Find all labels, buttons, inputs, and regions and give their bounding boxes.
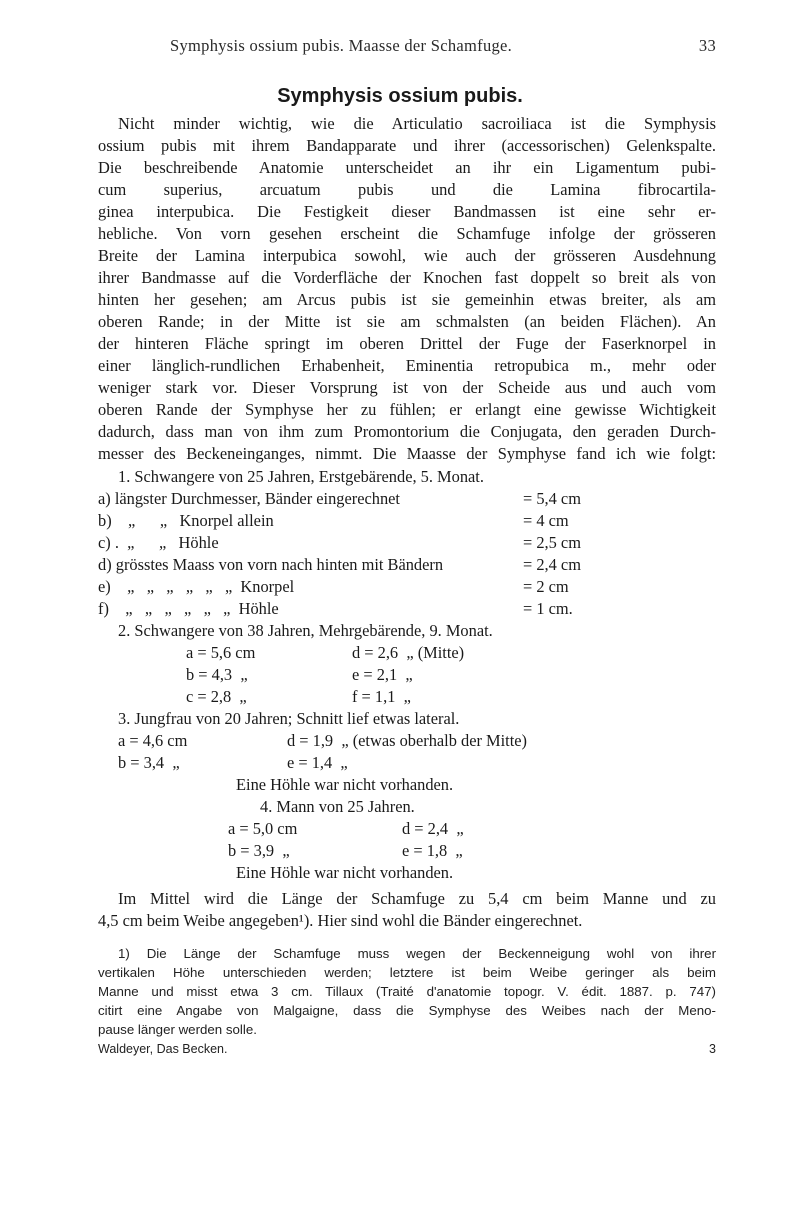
- text-line: hebliche. Von vorn gesehen erscheint die Schamfuge infolge der grösseren: [98, 224, 716, 243]
- case-2-value-left: a = 5,6 cm: [186, 643, 256, 662]
- text-line: 4,5 cm beim Weibe angegeben¹). Hier sind wohl die Bänder eingerechnet.: [98, 911, 583, 930]
- text-line: der hinteren Fläche springt im oberen Drittel der Fuge der Faserknorpel in: [98, 334, 716, 353]
- measurement-label: d) grösstes Maass von vorn nach hinten mit Bändern: [98, 555, 444, 574]
- sheet-number: 3: [709, 1042, 716, 1056]
- measurement-row: [98, 510, 716, 532]
- case-3-value-left: a = 4,6 cm: [118, 731, 188, 750]
- measurement-value: = 1 cm.: [523, 599, 573, 618]
- case-3-note: Eine Höhle war nicht vorhanden.: [236, 775, 454, 794]
- case-3-value-right: d = 1,9 „ (etwas oberhalb der Mitte): [287, 731, 528, 750]
- measurement-value: = 2,4 cm: [523, 555, 581, 574]
- case-4-heading: 4. Mann von 25 Jahren.: [260, 797, 415, 816]
- measurement-row: [98, 598, 716, 620]
- text-line: cum superius, arcuatum pubis und die Lamina fibrocartila-: [98, 180, 716, 199]
- footnote-line: citirt eine Angabe von Malgaigne, dass die Symphyse des Weibes nach der Meno-: [98, 1003, 716, 1018]
- measurement-row: [98, 488, 716, 510]
- case-3-value-right: e = 1,4 „: [287, 753, 348, 772]
- case-2-value-right: d = 2,6 „ (Mitte): [352, 643, 465, 662]
- signature-line: [98, 1042, 716, 1056]
- text-line: Breite der Lamina interpubica sowohl, wie auch der grösseren Ausdehnung: [98, 246, 716, 265]
- text-line: dadurch, dass man von ihm zum Promontorium die Conjugata, den geraden Durch-: [98, 422, 716, 441]
- running-title: Symphysis ossium pubis. Maasse der Schamfuge.: [170, 36, 513, 55]
- text-line: weniger stark vor. Dieser Vorsprung ist von der Scheide aus und auch vom: [98, 378, 716, 397]
- intro-paragraph: [98, 113, 716, 465]
- text-line: hinten her gesehen; am Arcus pubis ist sie gemeinhin etwas breiter, als am: [98, 290, 716, 309]
- text-line: Nicht minder wichtig, wie die Articulatio sacroiliaca ist die Symphysis: [118, 114, 716, 133]
- text-line: ginea interpubica. Die Festigkeit dieser Bandmassen ist eine sehr er-: [98, 202, 716, 221]
- case-2-value-left: c = 2,8 „: [186, 687, 247, 706]
- measurement-row: [98, 554, 716, 576]
- case-4-value-left: b = 3,9 „: [228, 841, 290, 860]
- case-4-value-left: a = 5,0 cm: [228, 819, 298, 838]
- footnote-line: Manne und misst etwa 3 cm. Tillaux (Traité d'anatomie topogr. V. édit. 1887. p. 747): [98, 984, 716, 999]
- footnote: [98, 944, 716, 1039]
- signature-text: Waldeyer, Das Becken.: [98, 1042, 228, 1056]
- measurement-label: f) „ „ „ „ „ „ Höhle: [98, 599, 279, 618]
- case-4-note: Eine Höhle war nicht vorhanden.: [236, 863, 454, 882]
- text-line: Die beschreibende Anatomie unterscheidet an ihr ein Ligamentum pubi-: [98, 158, 716, 177]
- footnote-line: pause länger werden solle.: [98, 1022, 257, 1037]
- page-number: 33: [698, 36, 716, 55]
- text-line: oberen Rande; in der Mitte ist sie am schmalsten (an beiden Flächen). An: [98, 312, 716, 331]
- text-line: messer des Beckeneinganges, nimmt. Die Maasse der Symphyse fand ich wie folgt:: [98, 444, 716, 463]
- case-4-value-right: d = 2,4 „: [402, 819, 464, 838]
- case-2-value-right: e = 2,1 „: [352, 665, 413, 684]
- footnote-line: vertikalen Höhe unterschieden werden; letztere ist beim Weibe geringer als beim: [98, 965, 716, 980]
- text-line: ihrer Bandmasse auf die Vorderfläche der Knochen fast doppelt so breit als von: [98, 268, 716, 287]
- case-2-value-left: b = 4,3 „: [186, 665, 248, 684]
- section-title: Symphysis ossium pubis.: [277, 85, 523, 107]
- text-line: einer länglich-rundlichen Erhabenheit, Eminentia retropubica m., mehr oder: [98, 356, 716, 375]
- measurement-value: = 5,4 cm: [523, 489, 581, 508]
- case-2-value-right: f = 1,1 „: [352, 687, 411, 706]
- case-3-value-left: b = 3,4 „: [118, 753, 180, 772]
- case-4-value-right: e = 1,8 „: [402, 841, 463, 860]
- text-line: oberen Rande der Symphyse her zu fühlen; er erlangt eine gewisse Wichtigkeit: [98, 400, 716, 419]
- text-line: Im Mittel wird die Länge der Schamfuge zu 5,4 cm beim Manne und zu: [118, 889, 716, 908]
- measurement-label: c) . „ „ Höhle: [98, 533, 219, 552]
- text-line: ossium pubis mit ihrem Bandapparate und ihrer (accessorischen) Gelenkspalte.: [98, 136, 716, 155]
- measurement-label: e) „ „ „ „ „ „ Knorpel: [98, 577, 295, 596]
- measurement-row: [98, 576, 716, 598]
- measurement-value: = 2 cm: [523, 577, 569, 596]
- measurement-label: a) längster Durchmesser, Bänder eingerechnet: [98, 489, 400, 508]
- measurement-value: = 2,5 cm: [523, 533, 581, 552]
- footnote-line: 1) Die Länge der Schamfuge muss wegen der Beckenneigung wohl von ihrer: [118, 946, 716, 961]
- measurement-value: = 4 cm: [523, 511, 569, 530]
- case-3-heading: 3. Jungfrau von 20 Jahren; Schnitt lief etwas lateral.: [118, 709, 460, 728]
- measurement-row: [98, 532, 716, 554]
- case-1-heading: 1. Schwangere von 25 Jahren, Erstgebärende, 5. Monat.: [118, 467, 484, 486]
- case-2-heading: 2. Schwangere von 38 Jahren, Mehrgebärende, 9. Monat.: [118, 621, 493, 640]
- measurement-label: b) „ „ Knorpel allein: [98, 511, 274, 530]
- closing-paragraph: [98, 888, 716, 932]
